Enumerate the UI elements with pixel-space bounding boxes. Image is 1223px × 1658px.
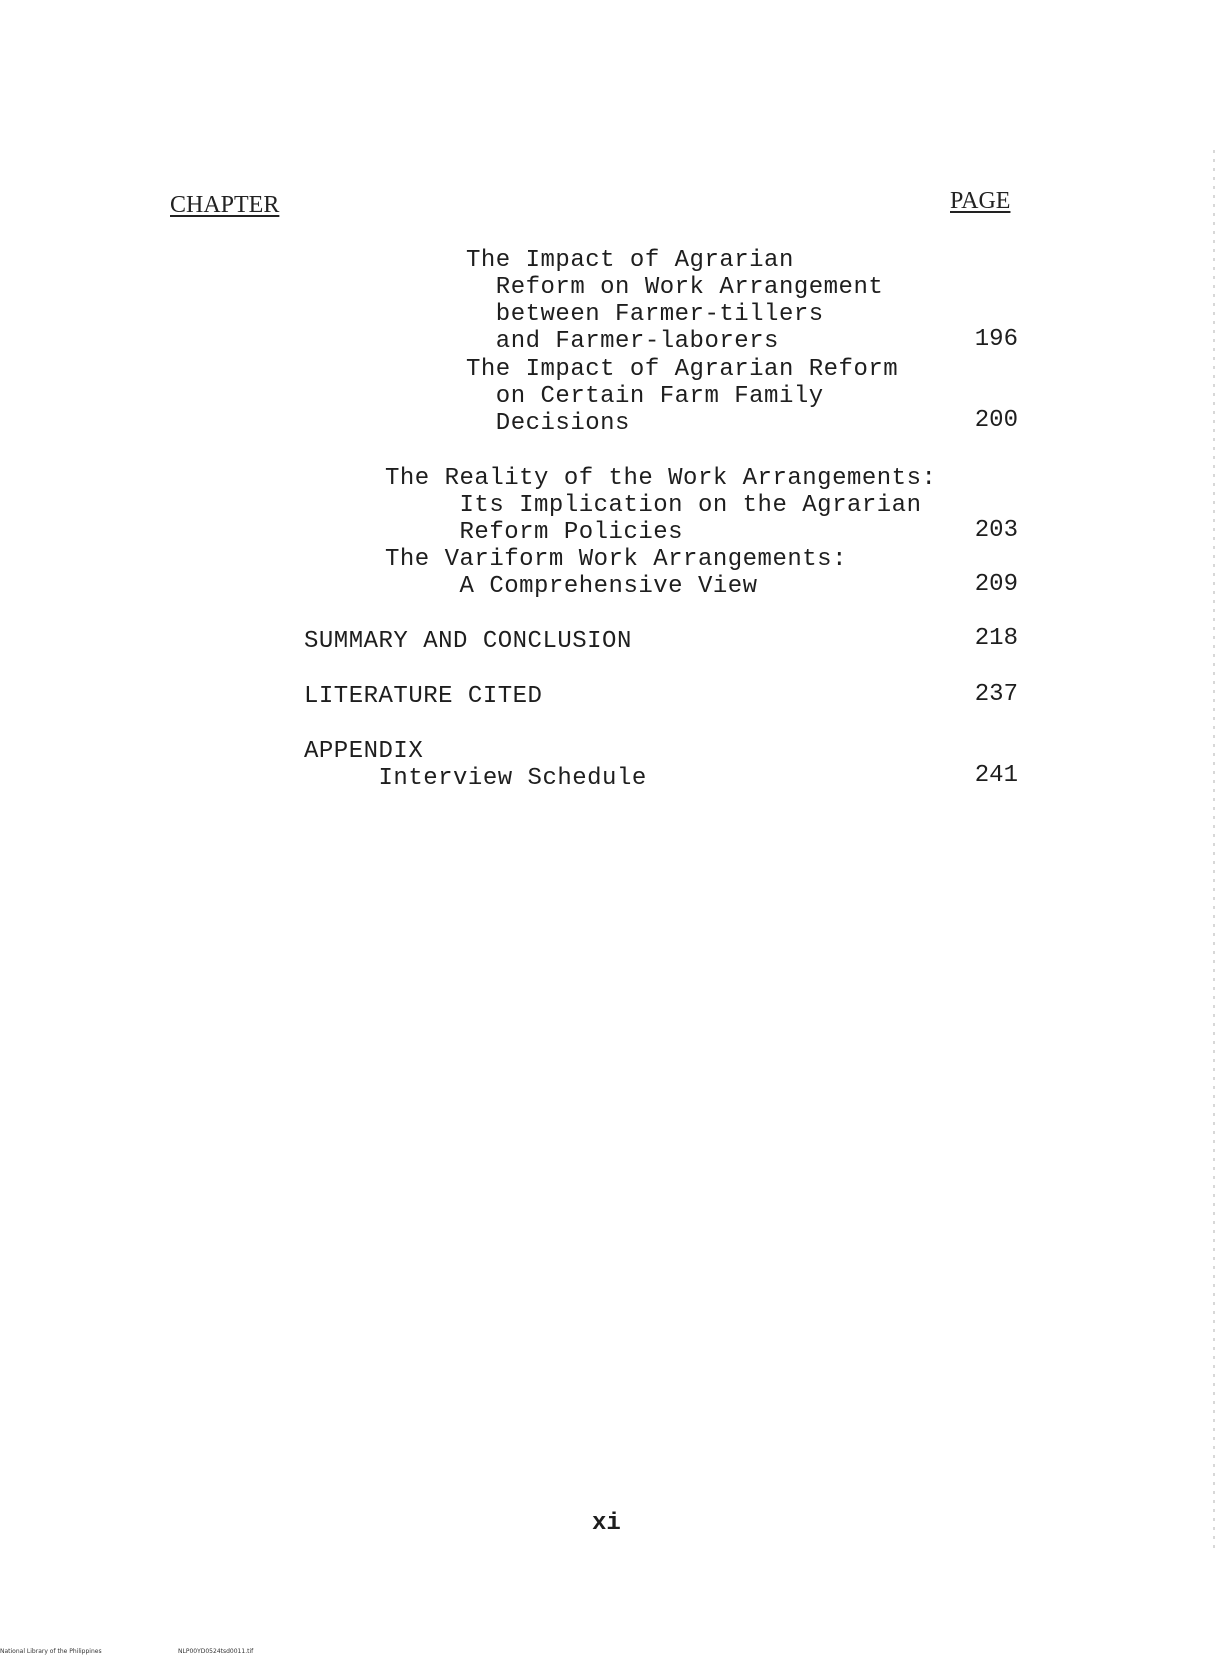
- toc-entry-line: Its Implication on the Agrarian: [385, 492, 922, 519]
- chapter-column-header: CHAPTER: [170, 192, 280, 218]
- toc-entry-line: between Farmer-tillers: [466, 301, 824, 328]
- toc-page-number: 237: [974, 681, 1018, 708]
- toc-page-number: 209: [974, 571, 1018, 598]
- toc-entry-line: The Reality of the Work Arrangements:: [385, 465, 937, 492]
- toc-entry-line: The Impact of Agrarian: [466, 247, 794, 274]
- toc-entry-line: on Certain Farm Family: [466, 383, 824, 410]
- scan-edge-artifact: [1213, 150, 1215, 1550]
- toc-entry-line: APPENDIX: [304, 738, 424, 765]
- toc-entry-line: The Variform Work Arrangements:: [385, 546, 847, 573]
- toc-entry-line: The Impact of Agrarian Reform: [466, 356, 899, 383]
- page-column-header: PAGE: [950, 188, 1011, 214]
- footer-file: NLP00YD0524tsd0011.tif: [178, 1648, 254, 1655]
- toc-page-number: 241: [974, 762, 1018, 789]
- toc-entry-line: Reform Policies: [385, 519, 684, 546]
- toc-entry-line: Interview Schedule: [304, 765, 647, 792]
- toc-entry-line: A Comprehensive View: [385, 573, 758, 600]
- page-folio: xi: [592, 1510, 621, 1537]
- toc-page-number: 218: [974, 625, 1018, 652]
- toc-entry-line: and Farmer-laborers: [466, 328, 779, 355]
- toc-entry-line: LITERATURE CITED: [304, 683, 543, 710]
- toc-entry-line: SUMMARY AND CONCLUSION: [304, 628, 632, 655]
- toc-entry-line: Decisions: [466, 410, 630, 437]
- toc-page-number: 203: [974, 517, 1018, 544]
- footer-library: National Library of the Philippines: [0, 1648, 102, 1655]
- toc-page-number: 196: [974, 326, 1018, 353]
- toc-page-number: 200: [974, 407, 1018, 434]
- toc-entry-line: Reform on Work Arrangement: [466, 274, 884, 301]
